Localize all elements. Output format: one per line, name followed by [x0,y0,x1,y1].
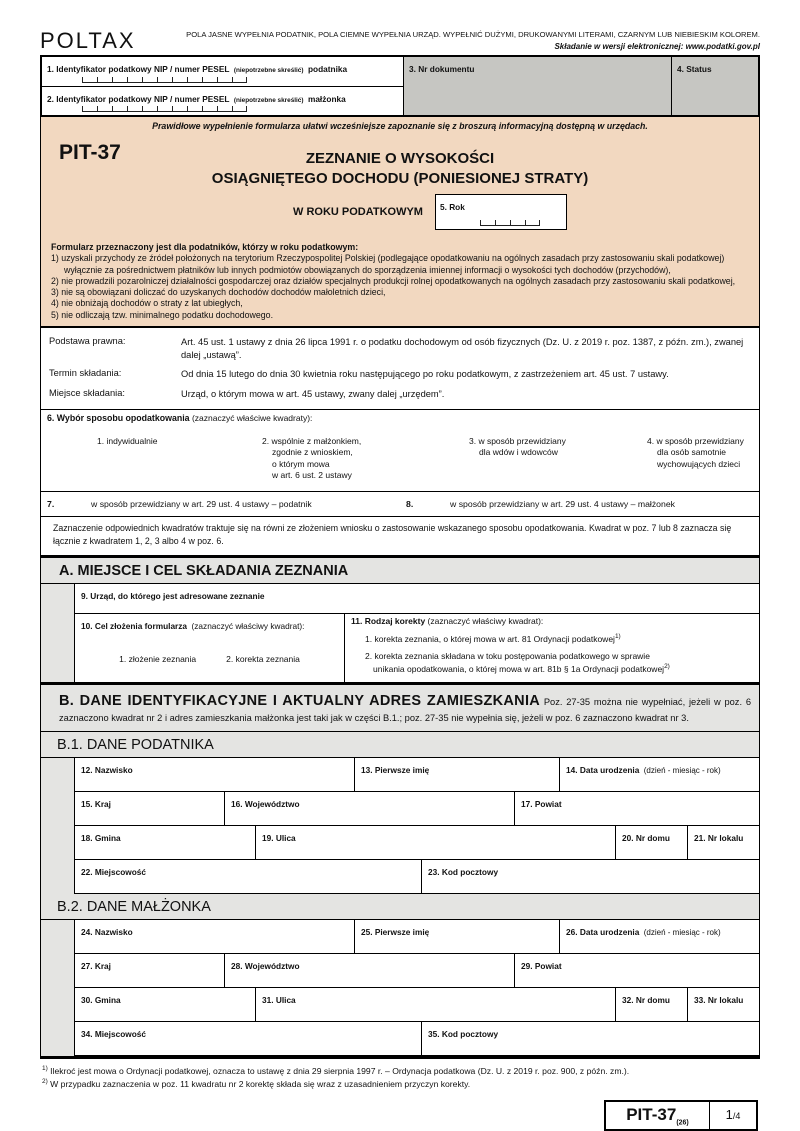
form-intro-block [40,117,760,328]
field-30-gmina[interactable] [75,988,256,1021]
field-20-nr-domu[interactable] [616,826,688,859]
field-34-miejscowosc[interactable] [75,1022,422,1055]
tax-year-prefix: W ROKU PODATKOWYM [293,206,423,218]
purpose-item-3: 3) nie są obowiązani doliczać do uzyskanych dochodów dochodów małoletnich dzieci, [51,287,386,297]
field-label: 11. Rodzaj korekty [351,616,426,627]
field-14-data-urodzenia[interactable] [560,758,759,791]
purpose-heading: Formularz przeznaczony jest dla podatników, którzy w roku podatkowym: [51,242,359,252]
option-3-wdowy-wdowcy[interactable]: 3. w sposób przewidziany dla wdów i wdowców [469,435,566,458]
field-1-nip-pesel-podatnika[interactable] [42,57,403,86]
field-26-data-urodzenia[interactable] [560,920,759,953]
field-label: 12. Nazwisko [81,764,133,775]
field-note: (dzień - miesiąc - rok) [643,927,721,937]
field-note: (dzień - miesiąc - rok) [643,765,721,775]
option-korekta-art81[interactable]: 1. korekta zeznania, o której mowa w art. 81 Ordynacji podatkowej$^{1)}$ [365,633,621,645]
section-left-strip [41,584,75,682]
title-zone [47,133,753,230]
field-5-rok[interactable] [435,194,567,230]
pit37-form-page [40,0,760,1131]
section-left-strip [41,920,75,1056]
field-label: 34. Miejscowość [81,1028,147,1039]
field-label: 17. Powiat [521,798,562,809]
field-6-wybor-opodatkowania [40,410,760,492]
field-15-kraj[interactable] [75,792,225,825]
field-label: 18. Gmina [81,832,121,843]
page-footer [40,1100,760,1130]
field-label-note: (niepotrzebne skreślić) [233,67,304,74]
section-b2 [40,894,760,1059]
field-label: 1. Identyfikator podatkowy NIP / numer PESEL [47,64,230,74]
field-label: 3. Nr dokumentu [409,64,475,74]
field-label: 30. Gmina [81,994,121,1005]
section-b-title: B. DANE IDENTYFIKACYJNE I AKTUALNY ADRES ZAMIESZKANIA [59,693,541,710]
legal-row-termin [49,365,751,385]
field-12-nazwisko[interactable] [75,758,355,791]
field-13-pierwsze-imie[interactable] [355,758,560,791]
field-label: 27. Kraj [81,960,111,971]
field-17-powiat[interactable] [515,792,759,825]
form-title-line1: ZEZNANIE O WYSOKOŚCI [305,150,495,167]
footnote-1: $^{1)}$ Ilekroć jest mowa o Ordynacji podatkowej, oznacza to ustawę z dnia 29 sierpnia 1997 r. – Ordynacja podatkowa (Dz. U. z 2019 r. poz. 900, z późn. zm.). [42,1064,630,1076]
field-27-kraj[interactable] [75,954,225,987]
field-7-art29-podatnik[interactable] [41,492,400,516]
field-29-powiat[interactable] [515,954,759,987]
field-18-gmina[interactable] [75,826,256,859]
section-b2-title: B.2. DANE MAŁŻONKA [41,894,759,920]
field-11-rodzaj-korekty [345,614,759,682]
field-label: 10. Cel złożenia formularza [81,621,188,632]
field-25-pierwsze-imie[interactable] [355,920,560,953]
field-label: 29. Powiat [521,960,562,971]
form-title-line2: OSIĄGNIĘTEGO DOCHODU (PONIESIONEJ STRATY) [211,169,589,187]
field-label: 19. Ulica [262,832,296,843]
header-instructions [136,30,760,52]
field-text: w sposób przewidziany w art. 29 ust. 4 ustawy – podatnik [91,498,312,509]
legal-label: Podstawa prawna: [49,336,126,347]
poltax-logo: POLTAX [40,28,136,53]
year-comb[interactable] [480,220,540,226]
field-label: 2. Identyfikator podatkowy NIP / numer PESEL [47,94,230,104]
field-2-nip-pesel-malzonka[interactable] [42,86,403,115]
field-label-tail: podatnika [307,64,348,74]
option-2-wspolnie-z-malzonkiem[interactable]: 2. wspólnie z małżonkiem, zgodnie z wnioskiem, o którym mowa w art. 6 ust. 2 ustawy [262,435,362,481]
fill-instructions: POLA JASNE WYPEŁNIA PODATNIK, POLA CIEMNE WYPEŁNIA URZĄD. WYPEŁNIĆ DUŻYMI, DRUKOWANYMI LITERAMI, CZARNYM LUB NIEBIESKIM KOLOREM. [186,30,760,40]
footnote-2: $^{2)}$ W przypadku zaznaczenia w poz. 11 kwadratu nr 2 korektę składa się wraz z uzasadnieniem przyczyn korekty. [42,1078,471,1090]
footnote-ref-1: 1) [614,633,621,641]
legal-label: Termin składania: [49,368,122,379]
option-1-indywidualnie[interactable]: 1. indywidualnie [97,435,158,446]
efiling-note: Składanie w wersji elektronicznej: www.podatki.gov.pl [554,41,760,51]
field-note: (zaznaczyć właściwy kwadrat): [427,616,544,627]
legal-text: Art. 45 ust. 1 ustawy z dnia 26 lipca 1991 r. o podatku dochodowym od osób fizycznych (Dz. U. z 2019 r. poz. 1387, z późn. zm.), zwanej dalej „ustawą”. [181,337,744,360]
option-korekta-art81b[interactable]: 2. korekta zeznania składana w toku postępowania podatkowego w sprawie [365,651,650,662]
section-b1 [40,732,760,894]
identification-row [40,55,760,117]
field-label: 4. Status [677,64,712,74]
section-b-subtitle: Poz. 27-35 można nie wypełniać, jeżeli w poz. 6 zaznaczono kwadrat nr 2 i adres zamieszkania małżonka jest taki jak w części B.1.; poz. 27-35 nie wypełnia się, jeżeli w poz. 6 zaznaczono kwadrat nr 3. [59,697,751,723]
field-21-nr-lokalu[interactable] [688,826,759,859]
form-purpose [47,240,753,321]
field-23-kod-pocztowy[interactable] [422,860,759,893]
purpose-item-5: 5) nie odliczają tzw. minimalnego podatku dochodowego. [51,309,274,320]
field-label: 9. Urząd, do którego jest adresowane zeznanie [81,591,265,602]
field-label: 31. Ulica [262,994,296,1005]
legal-row-podstawa [49,333,751,365]
field-label: 33. Nr lokalu [694,994,744,1005]
field-label-tail: małżonka [307,94,346,104]
taxpayer-ids [42,57,404,115]
field-label: 24. Nazwisko [81,926,133,937]
field-6-label: 6. Wybór sposobu opodatkowania [47,412,190,423]
field-text: w sposób przewidziany w art. 29 ust. 4 ustawy – małżonek [450,498,676,509]
fields-10-11-row [75,614,759,682]
field-16-wojewodztwo[interactable] [225,792,515,825]
option-korekta-zeznania[interactable]: 2. korekta zeznania [226,654,300,665]
footnotes [40,1064,760,1092]
legal-text: Urząd, o którym mowa w art. 45 ustawy, zwany dalej „urzędem”. [181,388,445,399]
field-label: 35. Kod pocztowy [428,1028,499,1039]
field-number: 7. [47,498,55,509]
form-id-box [604,1100,758,1130]
purpose-item-1: 1) uzyskali przychody ze źródeł położonych na terytorium Rzeczypospolitej Polskiej (podlegające opodatkowaniu na ogólnych zasadach przy zastosowaniu skali podatkowej) wyłącznie za pośrednictwem płatników lub innych podmiotów obowiązanych do sporządzenia imiennej informacji o wysokości tych dochodów (przychodów), [51,253,725,275]
field-label: 15. Kraj [81,798,111,809]
field-31-ulica[interactable] [256,988,616,1021]
taxation-options [47,436,753,482]
field-22-miejscowosc[interactable] [75,860,422,893]
field-label: 28. Województwo [231,960,300,971]
field-28-wojewodztwo[interactable] [225,954,515,987]
form-title [47,149,753,188]
nip-pesel-comb-podatnik[interactable] [82,77,247,83]
field-number: 8. [406,498,414,509]
field-label-note: (niepotrzebne skreślić) [233,97,304,104]
option-4-samotnie-wychowujacy[interactable]: 4. w sposób przewidziany dla osób samotnie wychowujących dzieci [647,435,744,469]
field-35-kod-pocztowy[interactable] [422,1022,759,1055]
section-b-header [40,685,760,731]
legal-row-miejsce [49,384,751,404]
legal-basis-block [40,328,760,410]
section-a-body [41,584,759,682]
legal-text: Od dnia 15 lutego do dnia 30 kwietnia roku następującego po roku podatkowym, z zastrzeżeniem art. 45 ust. 7 ustawy. [181,369,669,380]
section-a-title: A. MIEJSCE I CEL SKŁADANIA ZEZNANIA [41,558,759,584]
field-4-status [672,57,758,115]
field-24-nazwisko[interactable] [75,920,355,953]
form-version: (26) [676,1119,689,1127]
fields-7-8-row [40,492,760,517]
field-label: 16. Województwo [231,798,300,809]
section-b1-title: B.1. DANE PODATNIKA [41,732,759,758]
tax-year-row [47,194,753,230]
field-9-urzad[interactable] [75,584,759,614]
field-label: 21. Nr lokalu [694,832,744,843]
field-label: 13. Pierwsze imię [361,764,430,775]
legal-label: Miejsce składania: [49,387,125,398]
field-label: 32. Nr domu [622,994,670,1005]
field-note: (zaznaczyć właściwy kwadrat): [191,621,305,632]
field-8-art29-malzonek[interactable] [400,492,759,516]
checkbox-note: Zaznaczenie odpowiednich kwadratów traktuje się na równi ze złożeniem wniosku o zastosowanie wskazanego sposobu opodatkowania. Kwadrat w poz. 7 lub 8 zaznacza się łącznie z kwadratem 1, 2, 3 albo 4 w poz. 6. [40,517,760,559]
section-left-strip [41,758,75,894]
purpose-item-4: 4) nie obniżają dochodów o straty z lat ubiegłych, [51,298,243,309]
field-label: 23. Kod pocztowy [428,866,499,877]
option-korekta-art81b-line2: unikania opodatkowania, o której mowa w art. 81b § 1a Ordynacji podatkowej$^{2)}$ [373,663,670,674]
page-number: 1/4 [725,1107,741,1123]
nip-pesel-comb-malzonek[interactable] [82,106,247,112]
field-10-cel-zlozenia [75,614,345,682]
field-label: 14. Data urodzenia [566,764,640,775]
section-a [40,558,760,685]
field-32-nr-domu[interactable] [616,988,688,1021]
field-19-ulica[interactable] [256,826,616,859]
footnote-ref-2: 2) [664,663,670,671]
field-label: 20. Nr domu [622,832,670,843]
form-code: PIT-37 [59,141,121,164]
option-zlozenie-zeznania[interactable]: 1. złożenie zeznania [119,654,197,665]
field-label [47,413,753,423]
field-3-nr-dokumentu [404,57,672,115]
purpose-item-2: 2) nie prowadzili pozarolniczej działalności gospodarczej oraz działów specjalnych produkcji rolnej opodatkowanych na ogólnych zasadach przy zastosowaniu skali podatkowej, [51,275,736,286]
field-label: 5. Rok [439,202,465,212]
brochure-notice: Prawidłowe wypełnienie formularza ułatwi wcześniejsze zapoznanie się z broszurą informacyjną dostępną w urzędach. [152,121,648,131]
field-6-note: (zaznaczyć właściwe kwadraty): [191,412,313,423]
form-code-footer: PIT-$37_{(26)}$ [606,1102,710,1128]
form-header [40,30,760,52]
field-label: 22. Miejscowość [81,866,147,877]
field-label: 26. Data urodzenia [566,926,640,937]
field-33-nr-lokalu[interactable] [688,988,759,1021]
field-label: 25. Pierwsze imię [361,926,430,937]
